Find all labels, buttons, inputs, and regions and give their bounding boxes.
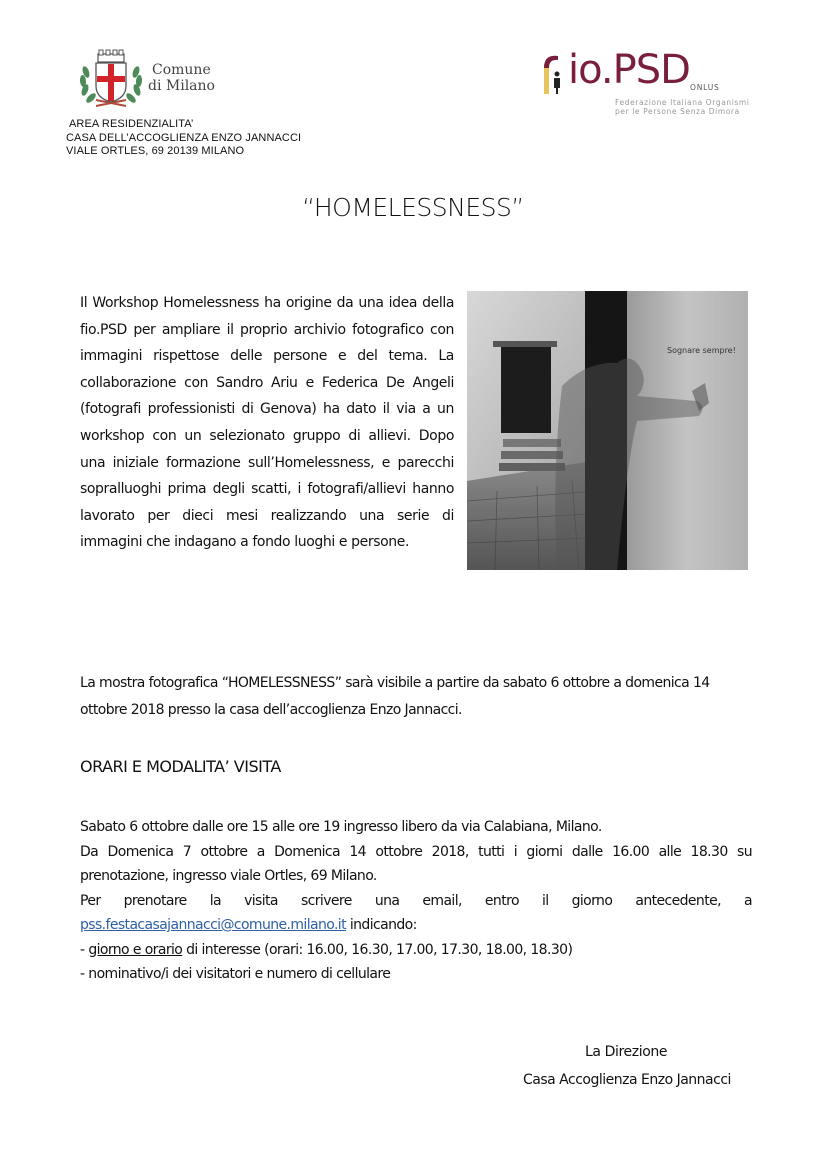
fio-subtitle <box>615 98 750 116</box>
photo-image <box>467 291 748 570</box>
email-suffix: indicando: <box>346 917 417 933</box>
visit-line-sunday: Da Domenica 7 ottobre a Domenica 14 ottobre 2018, tutti i giorni dalle 16.00 alle 18.30 su <box>80 843 752 860</box>
visit-line-booking: prenotazione, ingresso viale Ortles, 69 Milano. <box>80 868 377 884</box>
fio-psd-wordmark <box>568 48 690 92</box>
email-link[interactable]: pss.festacasajannacci@comune.milano.it <box>80 917 346 933</box>
address-line: CASA DELL’ACCOGLIENZA ENZO JANNACCI <box>66 131 302 144</box>
intro-paragraph: Il Workshop Homelessness ha origine da una idea della fio.PSD per ampliare il proprio archivio fotografico con immagini rispettose delle persone e del tema. La collaborazione con Sandro Ariu e Federica De Angeli (fotografi professionisti di Genova) ha dato il via a un workshop con un selezionato gruppo di allievi. Dopo una iniziale formazione sull’Homelessness, e parecchi sopralluoghi prima degli scatti, i fotografi/allievi hanno lavorato per dieci mesi realizzando una serie di immagini che indagano a fondo luoghi e persone. <box>80 295 454 551</box>
milano-coat-of-arms-icon <box>76 48 146 112</box>
address-line: AREA RESIDENZIALITA’ <box>69 118 194 130</box>
section-heading: ORARI E MODALITA’ VISITA <box>80 757 281 776</box>
exhibition-paragraph: La mostra fotografica “HOMELESSNESS” sarà visibile a partire da sabato 6 ottobre a domenica 14 ottobre 2018 presso la casa dell’accoglienza Enzo Jannacci. <box>80 675 710 718</box>
bullet-prefix: - <box>80 941 89 958</box>
sender-address <box>66 118 301 159</box>
fio-onlus-label: ONLUS <box>690 83 720 92</box>
fio-subtitle-line2: per le Persone Senza Dimora <box>615 107 740 116</box>
fio-subtitle-line1: Federazione Italiana Organismi <box>615 98 750 107</box>
bullet-rest: di interesse (orari: 16.00, 16.30, 17.00, 17.30, 18.00, 18.30) <box>182 941 573 958</box>
visit-line-email-instructions: Per prenotare la visita scrivere una email, entro il giorno antecedente, a <box>80 892 752 909</box>
milano-logo-line1: Comune <box>152 62 211 78</box>
fio-io-text: io <box>568 47 601 93</box>
comune-di-milano-wordmark <box>148 62 215 94</box>
visit-bullet-names: - nominativo/i dei visitatori e numero di cellulare <box>80 966 391 982</box>
signature-line1: La Direzione <box>585 1044 668 1060</box>
visit-line-email <box>80 913 752 938</box>
exhibition-photo <box>467 291 748 570</box>
visit-details <box>80 815 752 987</box>
signature-line2: Casa Accoglienza Enzo Jannacci <box>523 1072 731 1088</box>
visit-line-saturday: Sabato 6 ottobre dalle ore 15 alle ore 19 ingresso libero da via Calabiana, Milano. <box>80 819 602 835</box>
address-line: VIALE ORTLES, 69 20139 MILANO <box>66 145 245 157</box>
underlined-day-time: giorno e orario <box>88 941 183 958</box>
photo-wall-text: Sognare sempre! <box>667 346 736 355</box>
fio-psd-text: .PSD <box>600 47 690 93</box>
milano-logo-line2: di Milano <box>148 78 215 94</box>
visit-bullet-day-time <box>80 938 752 963</box>
page-title: “HOMELESSNESS” <box>302 193 524 222</box>
